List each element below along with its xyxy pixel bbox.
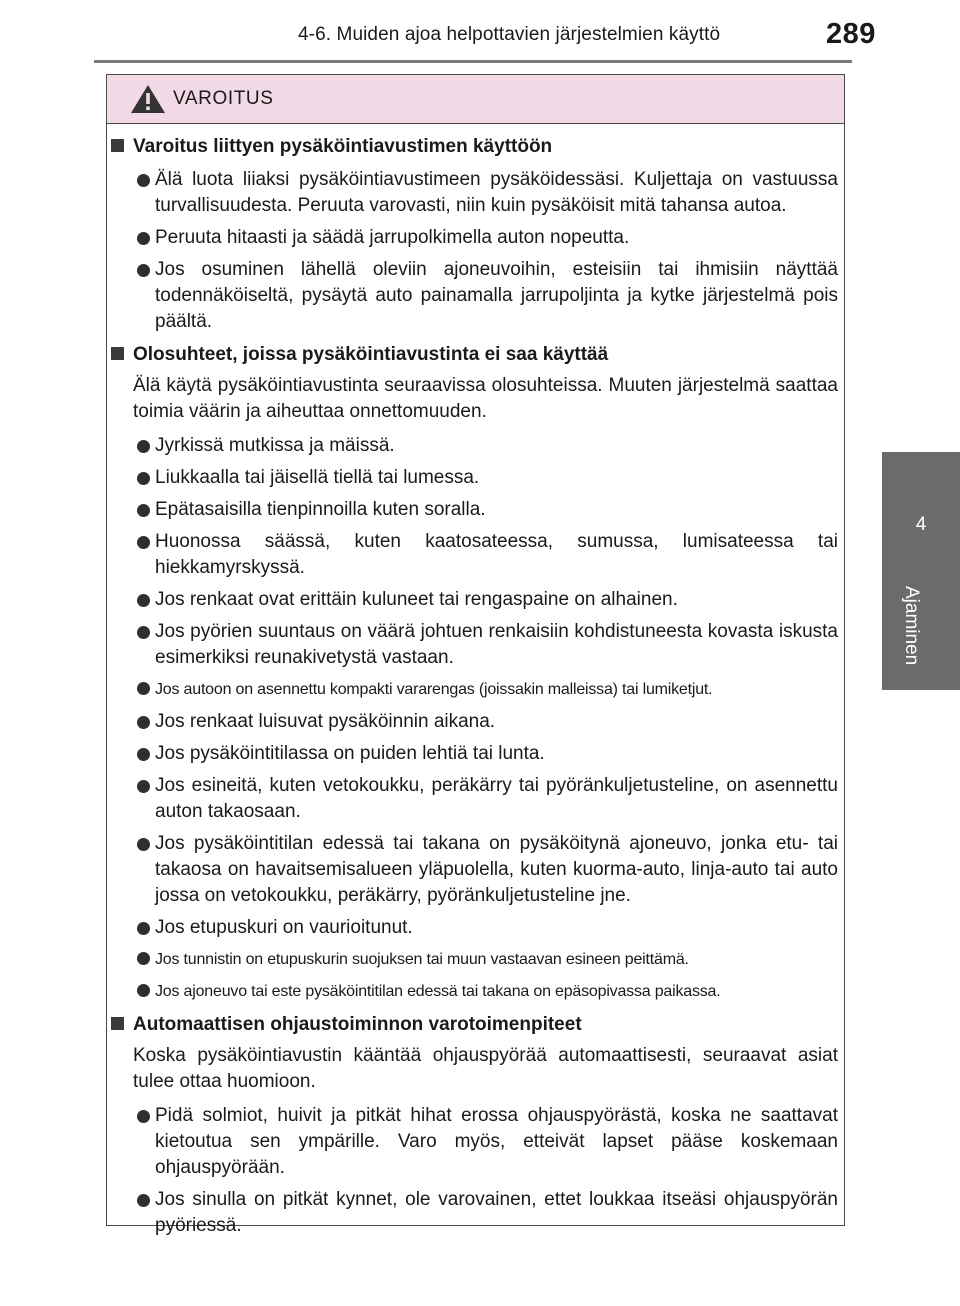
round-bullet-icon [137,264,150,277]
warning-content [107,133,846,1245]
list-item [107,529,846,581]
list-item-text: Jos pysäköintitilassa on puiden lehtiä tai lunta. [155,743,545,764]
section-parking-assist-warning [107,133,846,335]
list-item [107,225,846,251]
list-item-text: Jos renkaat ovat erittäin kuluneet tai rengaspaine on alhainen. [155,589,678,610]
list-item-text: Epätasaisilla tienpinnoilla kuten soralla. [155,499,486,520]
round-bullet-icon [137,922,150,935]
round-bullet-icon [137,472,150,485]
list-item-text: Pidä solmiot, huivit ja pitkät hihat erossa ohjauspyörästä, koska ne saattavat kietoutua sen ympärille. Varo myös, etteivät lapset pääse koskemaan ohjauspyörään. [155,1105,838,1178]
list-item-text: Jos esineitä, kuten vetokoukku, peräkärry tai pyöränkuljetusteline, on asennettu auton takaosaan. [155,775,838,822]
list-item-text: Jos osuminen lähellä oleviin ajoneuvoihin, esteisiin tai ihmisiin näyttää todennäköiseltä, pysäytä auto painamalla jarrupoljinta ja kytke järjestelmä pois päältä. [155,259,838,332]
warning-box [106,74,845,1236]
round-bullet-icon [137,440,150,453]
round-bullet-icon [137,1110,150,1123]
list-item [107,167,846,219]
section-heading: Varoitus liittyen pysäköintiavustimen käyttöön [133,136,553,157]
section-conditions-not-to-use [107,341,846,1005]
list-item [107,1187,846,1239]
section-intro: Älä käytä pysäköintiavustinta seuraavissa olosuhteissa. Muuten järjestelmä saattaa toimia väärin ja aiheuttaa onnettomuuden. [133,375,838,422]
list-item [107,831,846,909]
chapter-number: 4 [915,514,927,535]
section-automatic-steering-precautions [107,1011,846,1239]
list-item [107,465,846,491]
list-item [107,947,846,973]
round-bullet-icon [137,174,150,187]
chapter-title: Ajaminen [901,586,922,666]
list-item [107,677,846,703]
list-item-text: Jyrkissä mutkissa ja mäissä. [155,435,395,456]
list-item [107,587,846,613]
square-bullet-icon [111,1017,124,1030]
square-bullet-icon [111,139,124,152]
round-bullet-icon [137,682,150,695]
list-item-text: Peruuta hitaasti ja säädä jarrupolkimella auton nopeutta. [155,227,630,248]
list-item [107,1103,846,1181]
list-item-text: Jos renkaat luisuvat pysäköinnin aikana. [155,711,496,732]
running-header-title: 4-6. Muiden ajoa helpottavien järjestelmien käyttö [298,24,721,45]
list-item [107,741,846,767]
section-heading: Olosuhteet, joissa pysäköintiavustinta ei saa käyttää [133,344,609,365]
round-bullet-icon [137,952,150,965]
list-item [107,619,846,671]
page-number: 289 [826,18,876,50]
list-item-text: Jos pyörien suuntaus on väärä johtuen renkaisiin kohdistuneesta kovasta iskusta esimerkiksi reunakivetystä vastaan. [155,621,838,668]
list-item-text: Älä luota liiaksi pysäköintiavustimeen pysäköidessäsi. Kuljettaja on vastuussa turvallisuudesta. Peruuta varovasti, niin kuin pysäköisit mitä tahansa autoa. [155,169,838,216]
section-intro: Koska pysäköintiavustin kääntää ohjauspyörää automaattisesti, seuraavat asiat tulee ottaa huomioon. [133,1045,838,1092]
list-item-text: Jos autoon on asennettu kompakti vararengas (joissakin malleissa) tai lumiketjut. [155,681,713,698]
list-item [107,497,846,523]
list-item-text: Jos ajoneuvo tai este pysäköintitilan edessä tai takana on epäsopivassa paikassa. [155,983,721,1000]
list-item [107,709,846,735]
round-bullet-icon [137,536,150,549]
section-heading: Automaattisen ohjaustoiminnon varotoimenpiteet [133,1014,582,1035]
round-bullet-icon [137,984,150,997]
round-bullet-icon [137,504,150,517]
list-item [107,773,846,825]
round-bullet-icon [137,748,150,761]
square-bullet-icon [111,347,124,360]
round-bullet-icon [137,838,150,851]
round-bullet-icon [137,1194,150,1207]
list-item-text: Jos sinulla on pitkät kynnet, ole varovainen, ettet loukkaa itseäsi ohjauspyörän pyöriessä. [155,1189,838,1236]
warning-label: VAROITUS [173,88,274,109]
list-item-text: Jos pysäköintitilan edessä tai takana on pysäköitynä ajoneuvo, jonka etu- tai takaosa on havaitsemisalueen yläpuolella, kuten kuorma-auto, linja-auto tai auto jossa on vetokoukku, peräkärry, pyöränkuljetusteline jne. [155,833,838,906]
list-item [107,433,846,459]
round-bullet-icon [137,232,150,245]
round-bullet-icon [137,594,150,607]
round-bullet-icon [137,626,150,639]
list-item-text: Jos tunnistin on etupuskurin suojuksen tai muun vastaavan esineen peittämä. [155,951,689,968]
round-bullet-icon [137,780,150,793]
list-item [107,257,846,335]
round-bullet-icon [137,716,150,729]
list-item-text: Liukkaalla tai jäisellä tiellä tai lumessa. [155,467,480,488]
warning-triangle-icon [129,83,167,115]
list-item [107,915,846,941]
header-rule [94,60,852,63]
list-item-text: Huonossa säässä, kuten kaatosateessa, sumussa, lumisateessa tai hiekkamyrskyssä. [155,531,838,578]
list-item-text: Jos etupuskuri on vaurioitunut. [155,917,413,938]
warning-header [107,75,844,124]
list-item [107,979,846,1005]
